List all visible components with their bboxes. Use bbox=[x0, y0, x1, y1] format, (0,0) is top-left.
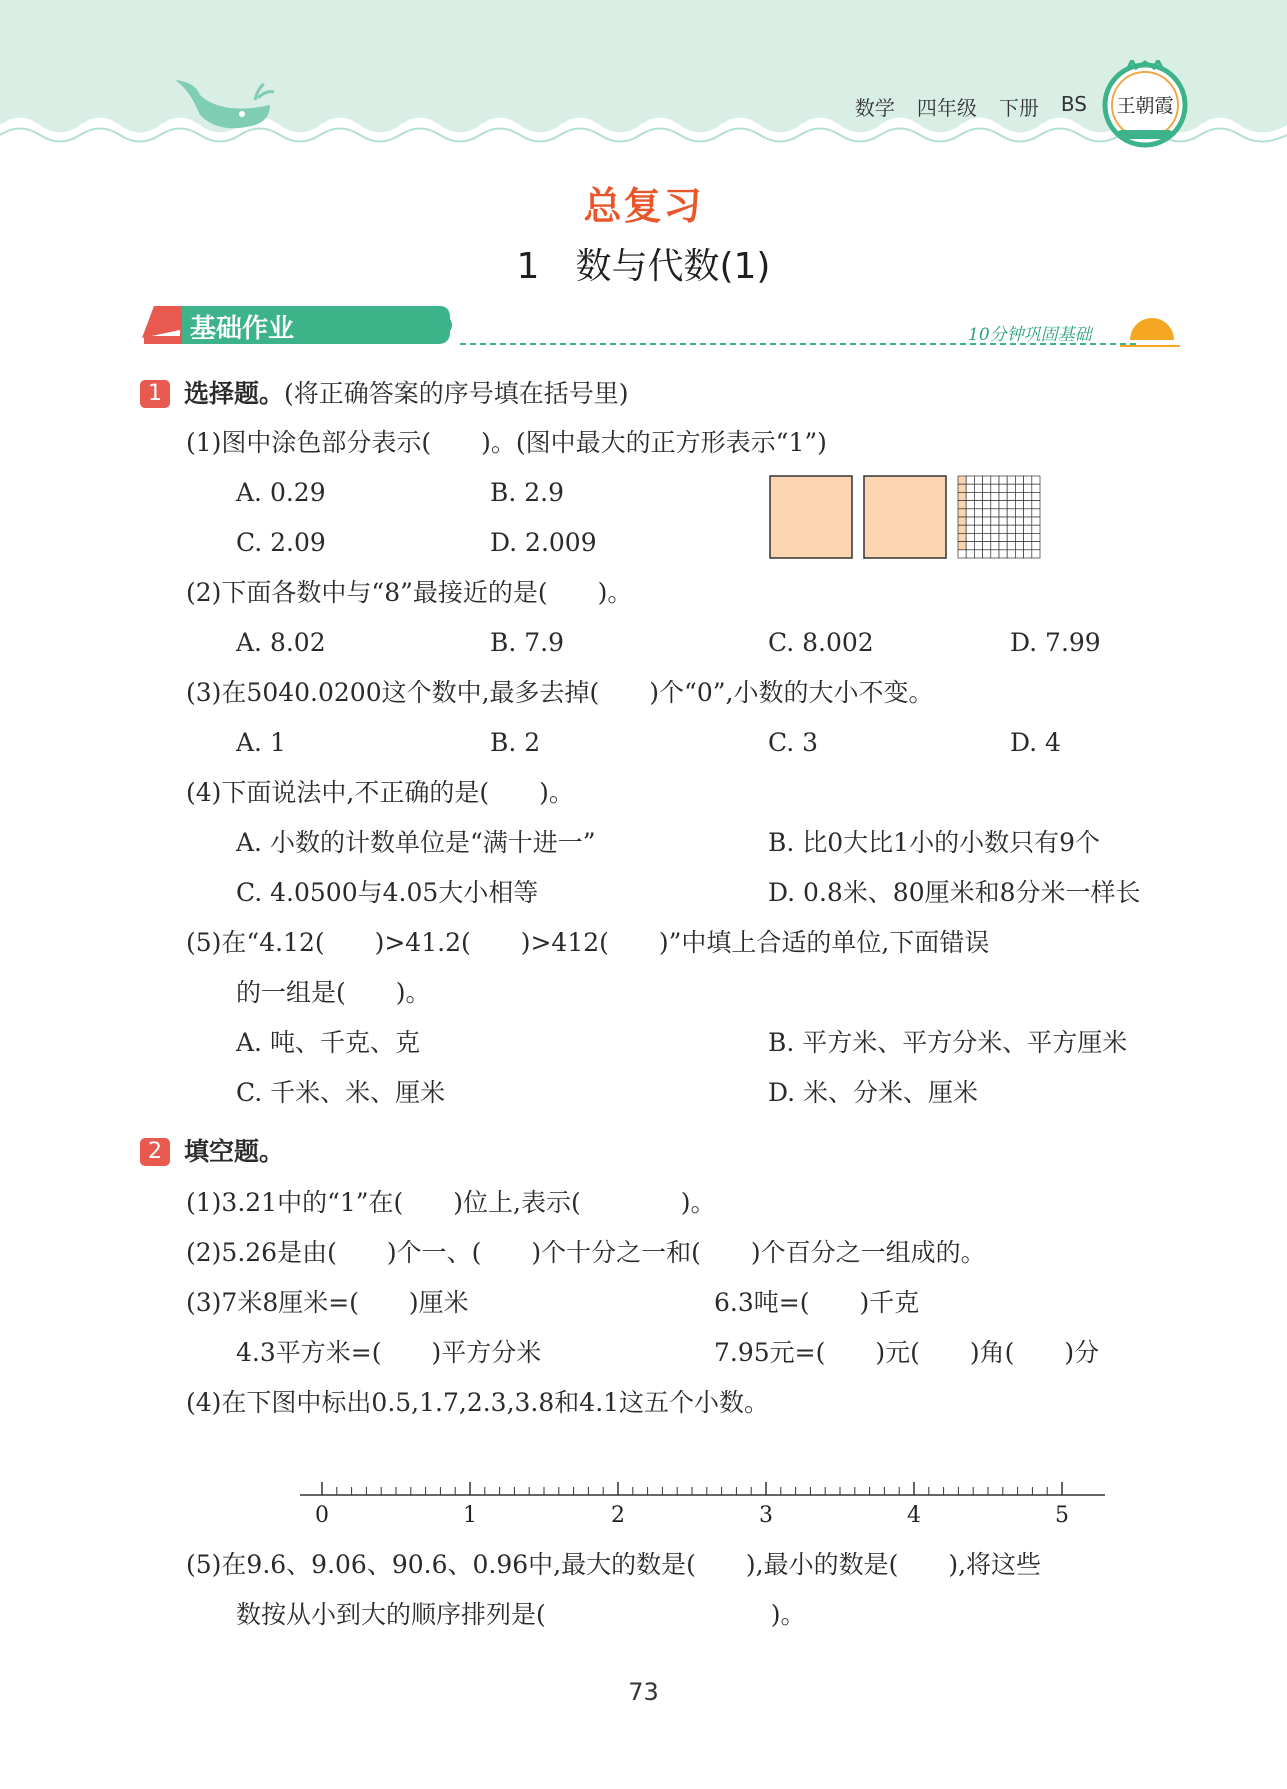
grid-cell bbox=[1032, 492, 1040, 500]
grid-cell bbox=[983, 542, 991, 550]
number-line-label: 1 bbox=[463, 1503, 477, 1528]
meta-subject: 数学 bbox=[854, 96, 895, 120]
number-line-label: 2 bbox=[611, 1503, 625, 1528]
grid-cell bbox=[1015, 501, 1023, 509]
number-line bbox=[300, 1480, 1120, 1540]
grid-cell bbox=[1015, 525, 1023, 533]
q1-1-option-d: D. 2.009 bbox=[490, 528, 597, 557]
grid-cell bbox=[991, 509, 999, 517]
q2-3-text-b: 6.3吨=( )千克 bbox=[714, 1288, 920, 1317]
grid-cell bbox=[958, 542, 966, 550]
grid-cell bbox=[1015, 476, 1023, 484]
grid-cell bbox=[958, 550, 966, 558]
grid-cell bbox=[974, 476, 982, 484]
grid-cell bbox=[1024, 550, 1032, 558]
grid-cell bbox=[958, 525, 966, 533]
q2-3-text-c: 4.3平方米=( )平方分米 bbox=[236, 1338, 542, 1367]
q1-4-stem: (4)下面说法中,不正确的是( )。 bbox=[186, 778, 574, 807]
grid-cell bbox=[991, 501, 999, 509]
grid-cell bbox=[1007, 509, 1015, 517]
grid-cell bbox=[958, 533, 966, 541]
page-title: 总复习 bbox=[583, 184, 704, 228]
page-number: 73 bbox=[628, 1678, 659, 1706]
grid-cell bbox=[966, 492, 974, 500]
grid-cell bbox=[991, 525, 999, 533]
grid-cell bbox=[1015, 533, 1023, 541]
grid-cell bbox=[958, 492, 966, 500]
q2-5-text-continued: 数按从小到大的顺序排列是( )。 bbox=[236, 1600, 806, 1629]
q2-2-text: (2)5.26是由( )个一、( )个十分之一和( )个百分之一组成的。 bbox=[186, 1238, 986, 1267]
q1-3-option-d: D. 4 bbox=[1010, 728, 1061, 757]
full-square-2 bbox=[864, 476, 946, 558]
grid-cell bbox=[999, 484, 1007, 492]
grid-cell bbox=[966, 484, 974, 492]
grid-cell bbox=[999, 501, 1007, 509]
grid-cell bbox=[1007, 533, 1015, 541]
grid-cell bbox=[999, 509, 1007, 517]
grid-cell bbox=[983, 501, 991, 509]
page-subtitle: 1 数与代数(1) bbox=[516, 246, 771, 287]
grid-cell bbox=[1015, 542, 1023, 550]
question-number-1: 1 bbox=[140, 380, 170, 408]
grid-cell bbox=[974, 492, 982, 500]
grid-cell bbox=[991, 484, 999, 492]
q1-5-option-d: D. 米、分米、厘米 bbox=[768, 1078, 979, 1107]
q1-4-option-d: D. 0.8米、80厘米和8分米一样长 bbox=[768, 878, 1141, 907]
grid-cell bbox=[1015, 550, 1023, 558]
number-line-label: 4 bbox=[907, 1503, 921, 1528]
grid-cell bbox=[966, 517, 974, 525]
meta-grade: 四年级 bbox=[916, 96, 977, 120]
grid-cell bbox=[958, 509, 966, 517]
grid-cell bbox=[983, 517, 991, 525]
q1-1-option-a: A. 0.29 bbox=[236, 478, 326, 507]
grid-cell bbox=[1032, 533, 1040, 541]
grid-cell bbox=[999, 492, 1007, 500]
publisher-logo bbox=[1100, 60, 1190, 150]
q1-2-option-b: B. 7.9 bbox=[490, 628, 565, 657]
grid-cell bbox=[1032, 484, 1040, 492]
grid-cell bbox=[1007, 484, 1015, 492]
q1-3-option-c: C. 3 bbox=[768, 728, 819, 757]
grid-cell bbox=[983, 550, 991, 558]
question-1-title: 选择题。 bbox=[184, 379, 285, 408]
q2-4-text: (4)在下图中标出0.5,1.7,2.3,3.8和4.1这五个小数。 bbox=[186, 1388, 770, 1417]
section-label: 基础作业 bbox=[190, 314, 295, 344]
grid-cell bbox=[1024, 525, 1032, 533]
grid-cell bbox=[974, 542, 982, 550]
q1-4-option-a: A. 小数的计数单位是“满十进一” bbox=[236, 828, 596, 857]
full-square-1 bbox=[770, 476, 852, 558]
question-number-2: 2 bbox=[140, 1138, 170, 1166]
number-line-label: 5 bbox=[1055, 1503, 1069, 1528]
grid-cell bbox=[999, 517, 1007, 525]
number-line-label: 3 bbox=[759, 1503, 773, 1528]
grid-cell bbox=[966, 476, 974, 484]
number-line-label: 0 bbox=[315, 1503, 329, 1528]
grid-cell bbox=[1024, 484, 1032, 492]
q1-3-option-b: B. 2 bbox=[490, 728, 541, 757]
q1-5-option-b: B. 平方米、平方分米、平方厘米 bbox=[768, 1028, 1128, 1057]
grid-cell bbox=[1024, 533, 1032, 541]
grid-cell bbox=[958, 476, 966, 484]
hundred-grid-square bbox=[958, 476, 1040, 558]
meta-volume: 下册 bbox=[998, 96, 1039, 120]
grid-cell bbox=[1032, 501, 1040, 509]
grid-cell bbox=[983, 525, 991, 533]
grid-cell bbox=[974, 517, 982, 525]
grid-cell bbox=[1024, 476, 1032, 484]
q1-2-option-a: A. 8.02 bbox=[236, 628, 326, 657]
grid-cell bbox=[1015, 484, 1023, 492]
grid-cell bbox=[1032, 509, 1040, 517]
grid-cell bbox=[999, 542, 1007, 550]
grid-cell bbox=[1007, 476, 1015, 484]
question-1-heading bbox=[184, 381, 629, 406]
grid-cell bbox=[1024, 509, 1032, 517]
q1-4-option-b: B. 比0大比1小的小数只有9个 bbox=[768, 828, 1100, 857]
q2-3-text-d: 7.95元=( )元( )角( )分 bbox=[714, 1338, 1100, 1367]
grid-cell bbox=[966, 501, 974, 509]
grid-cell bbox=[958, 501, 966, 509]
grid-cell bbox=[974, 509, 982, 517]
grid-cell bbox=[1024, 517, 1032, 525]
grid-cell bbox=[1024, 501, 1032, 509]
grid-cell bbox=[958, 484, 966, 492]
grid-cell bbox=[974, 533, 982, 541]
grid-cell bbox=[966, 542, 974, 550]
grid-cell bbox=[999, 533, 1007, 541]
q1-4-option-c: C. 4.0500与4.05大小相等 bbox=[236, 878, 539, 907]
grid-cell bbox=[1032, 542, 1040, 550]
grid-cell bbox=[991, 533, 999, 541]
q1-1-option-c: C. 2.09 bbox=[236, 528, 326, 557]
grid-cell bbox=[1007, 550, 1015, 558]
grid-cell bbox=[983, 476, 991, 484]
grid-cell bbox=[991, 517, 999, 525]
q1-5-option-a: A. 吨、千克、克 bbox=[236, 1028, 420, 1057]
q1-3-stem: (3)在5040.0200这个数中,最多去掉( )个“0”,小数的大小不变。 bbox=[186, 678, 934, 707]
book-meta bbox=[855, 92, 1087, 121]
grid-cell bbox=[1007, 517, 1015, 525]
q1-2-stem: (2)下面各数中与“8”最接近的是( )。 bbox=[186, 578, 633, 607]
q1-2-option-c: C. 8.002 bbox=[768, 628, 874, 657]
grid-cell bbox=[983, 492, 991, 500]
grid-cell bbox=[983, 533, 991, 541]
grid-cell bbox=[1032, 550, 1040, 558]
grid-cell bbox=[974, 550, 982, 558]
grid-cell bbox=[983, 484, 991, 492]
grid-cell bbox=[999, 525, 1007, 533]
grid-cell bbox=[974, 525, 982, 533]
grid-cell bbox=[966, 509, 974, 517]
grid-cell bbox=[991, 476, 999, 484]
q1-5-stem: (5)在“4.12( )>41.2( )>412( )”中填上合适的单位,下面错误 bbox=[186, 928, 990, 957]
question-1-instruction: (将正确答案的序号填在括号里) bbox=[284, 379, 629, 408]
question-2-title: 填空题。 bbox=[184, 1137, 285, 1166]
meta-edition: BS bbox=[1060, 92, 1087, 116]
grid-cell bbox=[983, 509, 991, 517]
grid-cell bbox=[991, 542, 999, 550]
grid-cell bbox=[1007, 542, 1015, 550]
q1-5-stem-continued: 的一组是( )。 bbox=[236, 978, 431, 1007]
number-line-ticks bbox=[322, 1482, 1062, 1495]
grid-cell bbox=[1015, 492, 1023, 500]
grid-cell bbox=[958, 517, 966, 525]
grid-cell bbox=[966, 533, 974, 541]
grid-cell bbox=[966, 525, 974, 533]
grid-cell bbox=[974, 501, 982, 509]
section-note: 10分钟巩固基础 bbox=[968, 325, 1092, 345]
grid-cell bbox=[1007, 492, 1015, 500]
grid-cell bbox=[1015, 517, 1023, 525]
q1-1-option-b: B. 2.9 bbox=[490, 478, 565, 507]
grid-cell bbox=[1024, 492, 1032, 500]
q1-3-option-a: A. 1 bbox=[236, 728, 286, 757]
grid-cell bbox=[1032, 525, 1040, 533]
grid-cell bbox=[1024, 542, 1032, 550]
grid-cell bbox=[1007, 501, 1015, 509]
grid-cell bbox=[1007, 525, 1015, 533]
grid-cell bbox=[991, 492, 999, 500]
grid-cell bbox=[1032, 517, 1040, 525]
q1-5-option-c: C. 千米、米、厘米 bbox=[236, 1078, 446, 1107]
grid-cell bbox=[966, 550, 974, 558]
grid-cell bbox=[999, 476, 1007, 484]
q1-2-option-d: D. 7.99 bbox=[1010, 628, 1101, 657]
shaded-squares-figure bbox=[768, 474, 1048, 564]
q2-5-text: (5)在9.6、9.06、90.6、0.96中,最大的数是( ),最小的数是( ),将这些 bbox=[186, 1550, 1042, 1579]
grid-cell bbox=[999, 550, 1007, 558]
svg-text:王朝霞: 王朝霞 bbox=[1116, 95, 1174, 117]
whale-icon bbox=[170, 70, 280, 140]
grid-cell bbox=[974, 484, 982, 492]
grid-cell bbox=[1032, 476, 1040, 484]
q1-1-stem: (1)图中涂色部分表示( )。(图中最大的正方形表示“1”) bbox=[186, 428, 827, 457]
q2-1-text: (1)3.21中的“1”在( )位上,表示( )。 bbox=[186, 1188, 716, 1217]
grid-cell bbox=[1015, 509, 1023, 517]
q2-3-text-a: (3)7米8厘米=( )厘米 bbox=[186, 1288, 469, 1317]
grid-cell bbox=[991, 550, 999, 558]
number-line-labels bbox=[315, 1503, 1069, 1528]
